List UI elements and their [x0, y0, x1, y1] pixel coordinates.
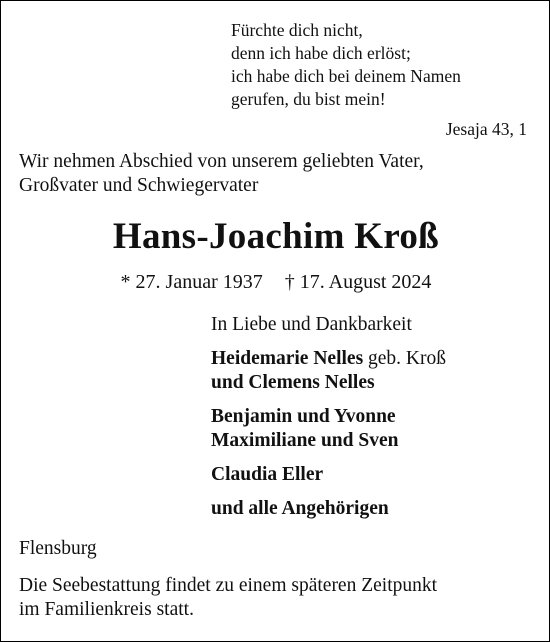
burial-notice	[19, 574, 539, 622]
verse-line: ich habe dich bei deinem Namen	[231, 66, 461, 86]
mourner-name: Heidemarie Nelles	[211, 348, 364, 369]
farewell-intro	[19, 150, 539, 198]
verse-line: Fürchte dich nicht,	[231, 20, 363, 40]
mourner-entry: Benjamin und Yvonne	[211, 406, 396, 427]
mourner-entry: Maximiliane und Sven	[211, 430, 399, 451]
notice-line: Die Seebestattung findet zu einem späteren Zeitpunkt	[19, 575, 438, 596]
intro-line: Wir nehmen Abschied von unserem geliebten Vater,	[19, 151, 424, 172]
death-date: † 17. August 2024	[284, 271, 432, 293]
birth-date: * 27. Januar 1937	[120, 271, 263, 293]
bible-verse	[231, 19, 531, 111]
mourners-list	[211, 313, 541, 521]
verse-line: gerufen, du bist mein!	[231, 89, 386, 109]
mourner-entry: und Clemens Nelles	[211, 372, 375, 393]
mourners-opening: In Liebe und Dankbarkeit	[211, 314, 412, 335]
mourner-entry: und alle Angehörigen	[211, 498, 389, 519]
verse-line: denn ich habe dich erlöst;	[231, 43, 411, 63]
mourner-entry: Claudia Eller	[211, 464, 324, 485]
notice-line: im Familienkreis statt.	[19, 599, 194, 620]
mourner-suffix: geb. Kroß	[363, 348, 447, 369]
verse-reference: Jesaja 43, 1	[445, 119, 527, 139]
mourner-entry	[211, 347, 541, 371]
life-dates	[1, 269, 550, 295]
place-name: Flensburg	[19, 538, 97, 559]
deceased-name: Hans-Joachim Kroß	[112, 216, 440, 257]
intro-line: Großvater und Schwiegervater	[19, 175, 259, 196]
